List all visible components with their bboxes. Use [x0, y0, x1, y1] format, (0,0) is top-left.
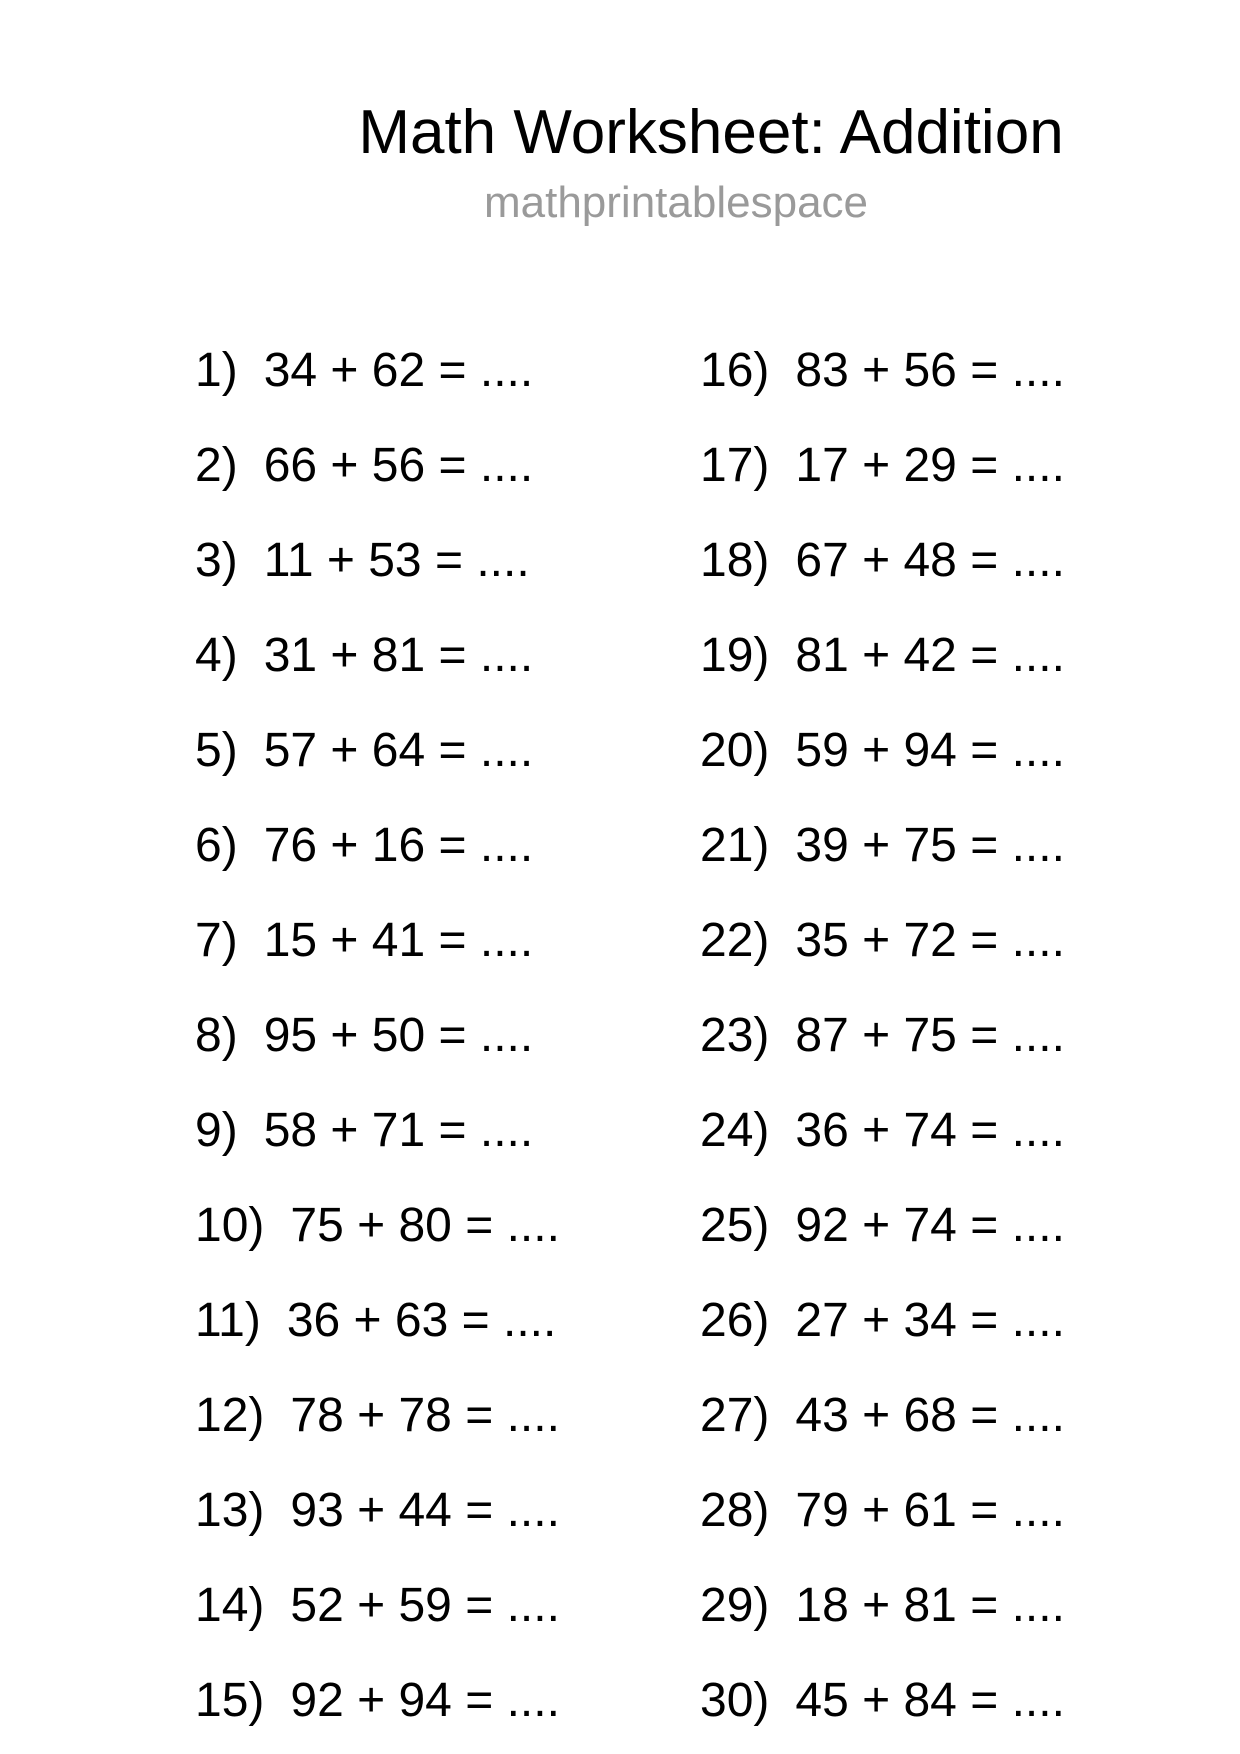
problem-number: 11): [195, 1294, 261, 1347]
problem-row: [195, 1674, 560, 1754]
problem-row: [195, 724, 560, 822]
problem-number: 30): [700, 1674, 770, 1727]
problem-expression: 58 + 71 = ....: [263, 1104, 534, 1157]
problem-row: [195, 534, 560, 632]
problem-row: [700, 1104, 1065, 1202]
problem-expression: 75 + 80 = ....: [290, 1199, 560, 1252]
problem-expression: 79 + 61 = ....: [795, 1484, 1065, 1537]
problem-expression: 52 + 59 = ....: [290, 1579, 560, 1632]
problem-expression: 11 + 53 = ....: [263, 534, 530, 587]
problem-number: 21): [700, 819, 770, 872]
problem-number: 4): [195, 629, 238, 682]
problem-number: 14): [195, 1579, 265, 1632]
problem-expression: 27 + 34 = ....: [795, 1294, 1065, 1347]
problem-number: 25): [700, 1199, 770, 1252]
problem-expression: 83 + 56 = ....: [795, 344, 1065, 397]
page-title: Math Worksheet: Addition: [358, 98, 1064, 167]
problem-number: 3): [195, 534, 238, 587]
problem-expression: 87 + 75 = ....: [795, 1009, 1065, 1062]
problem-number: 29): [700, 1579, 770, 1632]
problem-expression: 36 + 63 = ....: [286, 1294, 557, 1347]
problem-row: [700, 819, 1065, 917]
problem-expression: 92 + 74 = ....: [795, 1199, 1065, 1252]
problem-number: 15): [195, 1674, 265, 1727]
problem-number: 19): [700, 629, 770, 682]
problem-expression: 43 + 68 = ....: [795, 1389, 1065, 1442]
problem-row: [700, 1294, 1065, 1392]
problem-number: 28): [700, 1484, 770, 1537]
problem-number: 22): [700, 914, 770, 967]
problem-row: [700, 534, 1065, 632]
problem-number: 5): [195, 724, 238, 777]
problem-number: 27): [700, 1389, 770, 1442]
problem-number: 24): [700, 1104, 770, 1157]
problems-column-right: [700, 344, 1065, 1754]
problem-row: [700, 1009, 1065, 1107]
problem-row: [700, 914, 1065, 1012]
problem-row: [700, 344, 1065, 442]
problem-expression: 67 + 48 = ....: [795, 534, 1065, 587]
problem-number: 17): [700, 439, 770, 492]
problem-row: [195, 1104, 560, 1202]
problem-number: 16): [700, 344, 770, 397]
problem-expression: 93 + 44 = ....: [290, 1484, 560, 1537]
problem-row: [195, 1294, 560, 1392]
problem-number: 12): [195, 1389, 265, 1442]
problem-row: [195, 1199, 560, 1297]
problem-expression: 59 + 94 = ....: [795, 724, 1065, 777]
problem-row: [195, 1484, 560, 1582]
problem-expression: 34 + 62 = ....: [263, 344, 534, 397]
problem-number: 13): [195, 1484, 265, 1537]
problem-row: [195, 629, 560, 727]
problem-number: 7): [195, 914, 238, 967]
problem-row: [700, 439, 1065, 537]
problem-row: [195, 439, 560, 537]
problem-number: 26): [700, 1294, 770, 1347]
problem-expression: 15 + 41 = ....: [263, 914, 534, 967]
problem-expression: 39 + 75 = ....: [795, 819, 1065, 872]
problem-expression: 57 + 64 = ....: [263, 724, 534, 777]
problems-column-left: [195, 344, 560, 1754]
problem-row: [195, 1579, 560, 1677]
problem-row: [700, 1674, 1065, 1754]
problem-expression: 35 + 72 = ....: [795, 914, 1065, 967]
problem-row: [700, 1579, 1065, 1677]
problem-row: [700, 1389, 1065, 1487]
problem-expression: 36 + 74 = ....: [795, 1104, 1065, 1157]
page-subtitle: mathprintablespace: [483, 178, 869, 227]
problem-expression: 66 + 56 = ....: [263, 439, 534, 492]
problem-number: 9): [195, 1104, 238, 1157]
problem-expression: 17 + 29 = ....: [795, 439, 1065, 492]
problem-row: [195, 1009, 560, 1107]
problem-number: 18): [700, 534, 770, 587]
problem-row: [700, 724, 1065, 822]
problem-number: 20): [700, 724, 770, 777]
problem-expression: 81 + 42 = ....: [795, 629, 1065, 682]
problem-number: 8): [195, 1009, 238, 1062]
problem-row: [195, 344, 560, 442]
problem-row: [700, 1484, 1065, 1582]
problem-row: [700, 1199, 1065, 1297]
problem-row: [195, 914, 560, 1012]
problem-number: 1): [195, 344, 238, 397]
problem-row: [700, 629, 1065, 727]
problem-expression: 95 + 50 = ....: [263, 1009, 534, 1062]
problem-number: 6): [195, 819, 238, 872]
problem-number: 23): [700, 1009, 770, 1062]
problem-number: 10): [195, 1199, 265, 1252]
problem-expression: 45 + 84 = ....: [795, 1674, 1065, 1727]
problem-row: [195, 1389, 560, 1487]
problem-expression: 18 + 81 = ....: [795, 1579, 1065, 1632]
problem-expression: 76 + 16 = ....: [263, 819, 534, 872]
problem-expression: 78 + 78 = ....: [290, 1389, 560, 1442]
problem-row: [195, 819, 560, 917]
problem-number: 2): [195, 439, 238, 492]
problem-expression: 92 + 94 = ....: [290, 1674, 560, 1727]
problem-expression: 31 + 81 = ....: [263, 629, 534, 682]
